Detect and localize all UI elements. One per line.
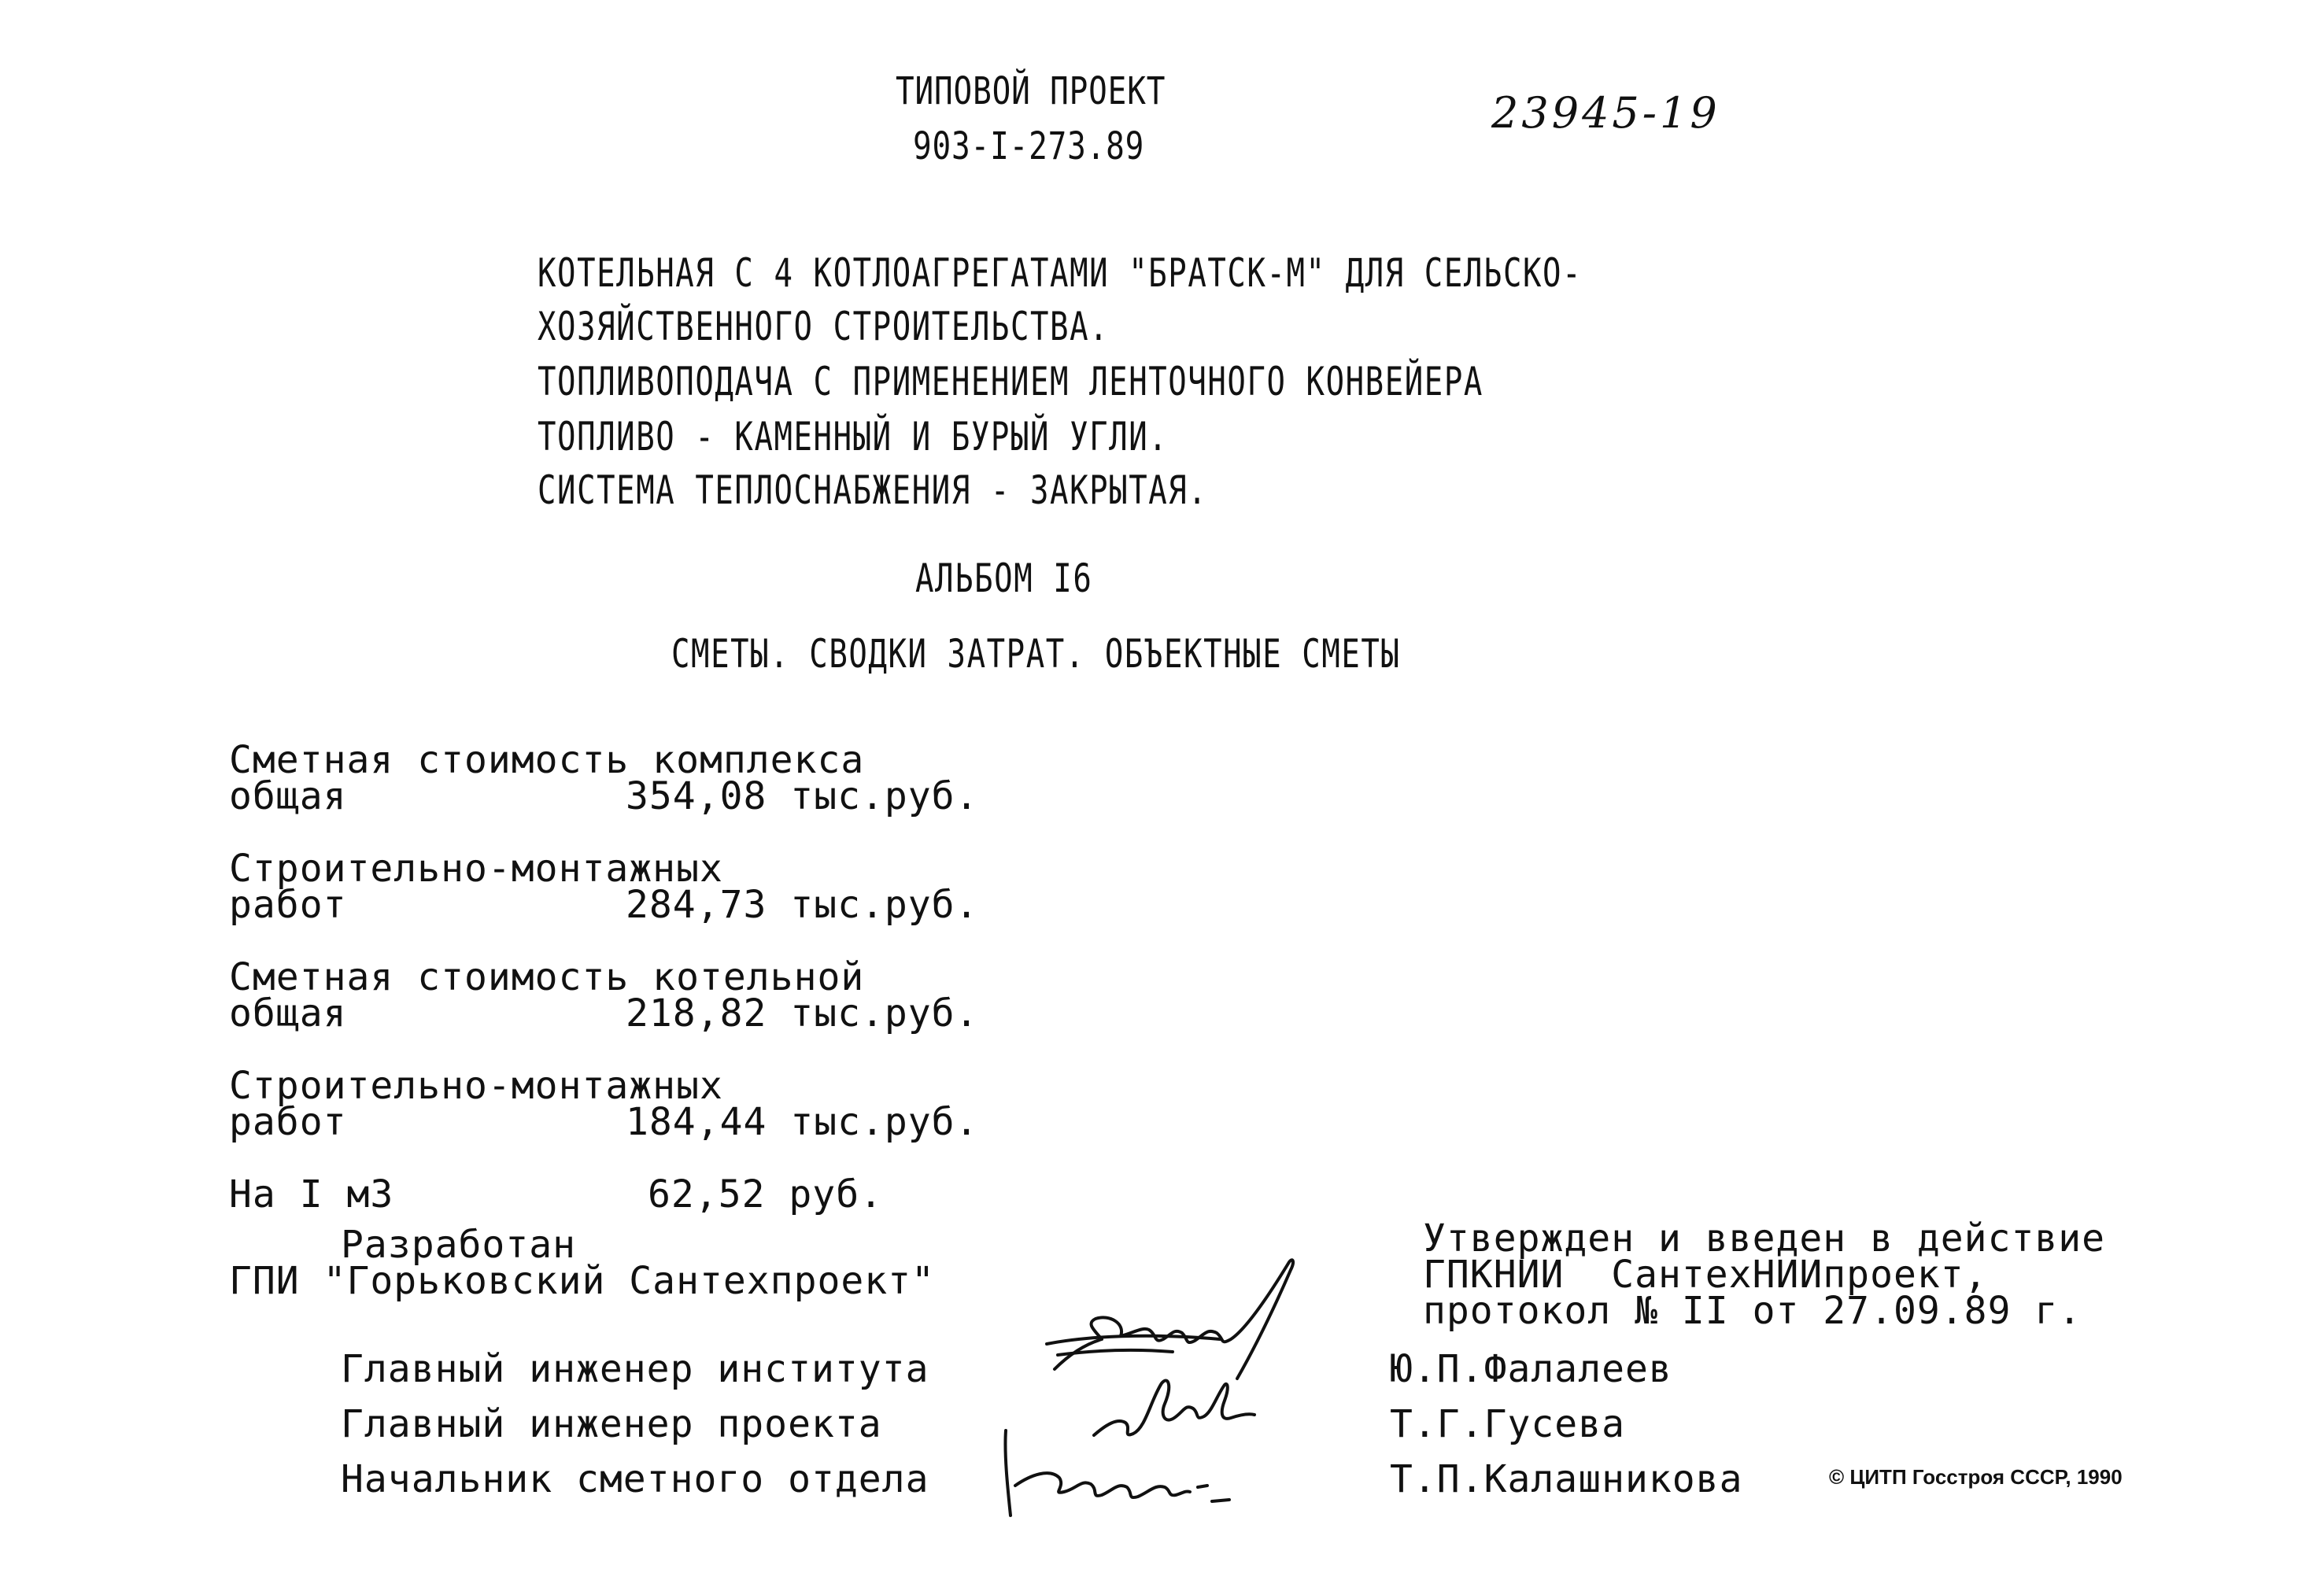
- complex-smr-label: работ: [229, 883, 347, 927]
- signature-head-estimating-dept: [984, 1423, 1236, 1525]
- boiler-total-label: общая: [229, 991, 347, 1035]
- signatory-name: Т.П.Калашникова: [1390, 1457, 1743, 1501]
- title-line: ХОЗЯЙСТВЕННОГО СТРОИТЕЛЬСТВА.: [538, 304, 1110, 349]
- album-number: АЛЬБОМ I6: [915, 556, 1093, 601]
- document-subtitle: СМЕТЫ. СВОДКИ ЗАТРАТ. ОБЪЕКТНЫЕ СМЕТЫ: [671, 631, 1401, 677]
- approval-protocol: протокол № II от 27.09.89 г.: [1423, 1289, 2082, 1333]
- complex-total-label: общая: [229, 774, 347, 818]
- per-m3-label: На I м3: [229, 1172, 394, 1216]
- boiler-cost-heading: Сметная стоимость котельной: [229, 955, 865, 999]
- inventory-number: 23945-19: [1491, 88, 1720, 138]
- copyright-notice: © ЦИТП Госстроя СССР, 1990: [1829, 1465, 2123, 1489]
- title-line: ТОПЛИВО - КАМЕННЫЙ И БУРЫЙ УГЛИ.: [538, 414, 1169, 460]
- complex-smr-heading: Строительно-монтажных: [229, 847, 723, 891]
- signatory-position: Главный инженер института: [341, 1347, 929, 1391]
- developer-name: ГПИ "Горьковский Сантехпроект": [229, 1259, 935, 1303]
- title-line: СИСТЕМА ТЕПЛОСНАБЖЕНИЯ - ЗАКРЫТАЯ.: [538, 467, 1208, 513]
- signatory-position: Начальник сметного отдела: [341, 1457, 929, 1501]
- signatory-name: Ю.П.Фалалеев: [1390, 1347, 1672, 1391]
- complex-cost-heading: Сметная стоимость комплекса: [229, 738, 865, 782]
- project-number: 903-I-273.89: [913, 124, 1145, 168]
- signatory-name: Т.Г.Гусева: [1390, 1402, 1625, 1446]
- per-m3-value: 62,52 руб.: [648, 1172, 883, 1216]
- boiler-total-value: 218,82 тыс.руб.: [626, 991, 979, 1035]
- signature-chief-engineer-institute: [1039, 1251, 1306, 1385]
- approval-line: Утвержден и введен в действие: [1423, 1216, 2106, 1261]
- developer-label: Разработан: [341, 1223, 576, 1267]
- title-line: КОТЕЛЬНАЯ С 4 КОТЛОАГРЕГАТАМИ "БРАТСК-М" ДЛЯ СЕЛЬСКО-: [538, 250, 1583, 296]
- boiler-smr-heading: Строительно-монтажных: [229, 1064, 723, 1108]
- complex-smr-value: 284,73 тыс.руб.: [626, 883, 979, 927]
- approval-line: ГПКНИИ СантехНИИпроект,: [1423, 1253, 1988, 1297]
- project-type: ТИПОВОЙ ПРОЕКТ: [896, 69, 1166, 113]
- complex-total-value: 354,08 тыс.руб.: [626, 774, 979, 818]
- signatory-position: Главный инженер проекта: [341, 1402, 882, 1446]
- title-line: ТОПЛИВОПОДАЧА С ПРИМЕНЕНИЕМ ЛЕНТОЧНОГО КОНВЕЙЕРА: [538, 359, 1483, 404]
- boiler-smr-label: работ: [229, 1100, 347, 1144]
- boiler-smr-value: 184,44 тыс.руб.: [626, 1100, 979, 1144]
